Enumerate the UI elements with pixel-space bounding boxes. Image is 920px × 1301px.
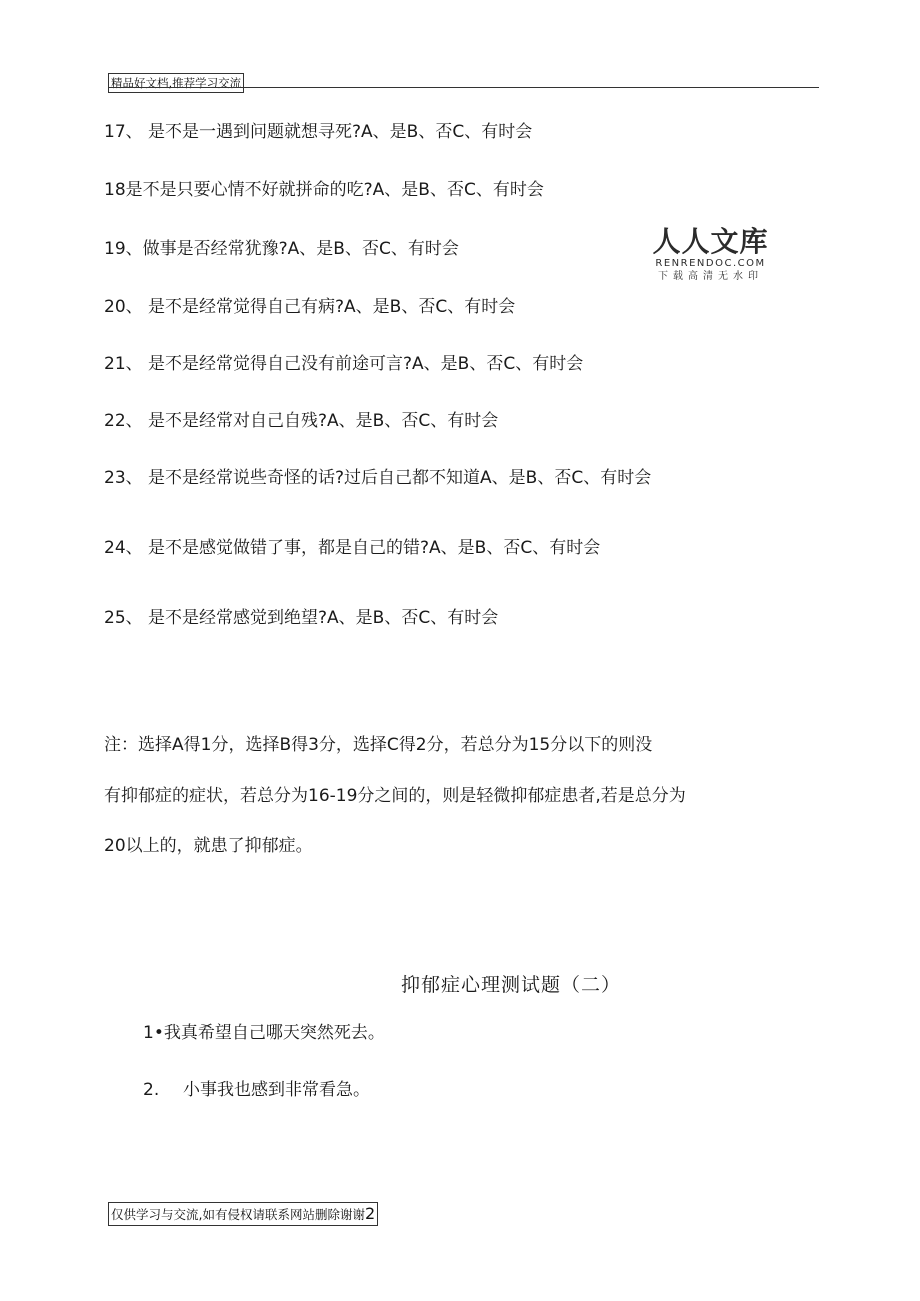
header-label [108, 73, 244, 93]
question-19: 19、做事是否经常犹豫?A、是B、否C、有时会 [104, 239, 459, 259]
watermark-sub: 下载高清无水印 [658, 271, 763, 282]
watermark-logo [643, 226, 778, 283]
header-rule [108, 87, 819, 88]
footer-label [108, 1202, 378, 1226]
question-20: 20、 是不是经常觉得自己有病?A、是B、否C、有时会 [104, 297, 516, 317]
note-line-1: 注：选择A得1分，选择B得3分，选择C得2分，若总分为15分以下的则没 [104, 735, 653, 755]
item-number: 2. [143, 1080, 160, 1100]
footer-text: 仅供学习与交流,如有侵权请联系网站删除谢谢 [111, 1207, 365, 1222]
question-18: 18是不是只要心情不好就拼命的吃?A、是B、否C、有时会 [104, 180, 544, 200]
question-17: 17、 是不是一遇到问题就想寻死?A、是B、否C、有时会 [104, 122, 533, 142]
note-line-2: 有抑郁症的症状，若总分为16-19分之间的，则是轻微抑郁症患者,若是总分为 [104, 786, 686, 806]
question-22: 22、 是不是经常对自己自残?A、是B、否C、有时会 [104, 411, 499, 431]
watermark-url: RENRENDOC.COM [655, 258, 766, 269]
item-number: 1• [143, 1023, 164, 1043]
note-line-3: 20以上的，就患了抑郁症。 [104, 836, 313, 856]
list-item [143, 1022, 385, 1044]
page-number: 2 [364, 1204, 376, 1223]
list-item [143, 1079, 370, 1101]
question-24: 24、 是不是感觉做错了事，都是自己的错?A、是B、否C、有时会 [104, 538, 601, 558]
question-21: 21、 是不是经常觉得自己没有前途可言?A、是B、否C、有时会 [104, 354, 584, 374]
item-text: 我真希望自己哪天突然死去。 [163, 1023, 385, 1043]
item-text: 小事我也感到非常看急。 [183, 1080, 370, 1100]
watermark-main: 人人文库 [652, 225, 769, 258]
question-25: 25、 是不是经常感觉到绝望?A、是B、否C、有时会 [104, 608, 499, 628]
section-title: 抑郁症心理测试题（二） [401, 974, 622, 996]
question-23: 23、 是不是经常说些奇怪的话?过后自己都不知道A、是B、否C、有时会 [104, 468, 652, 488]
header-text: 精品好文档,推荐学习交流 [111, 76, 242, 90]
